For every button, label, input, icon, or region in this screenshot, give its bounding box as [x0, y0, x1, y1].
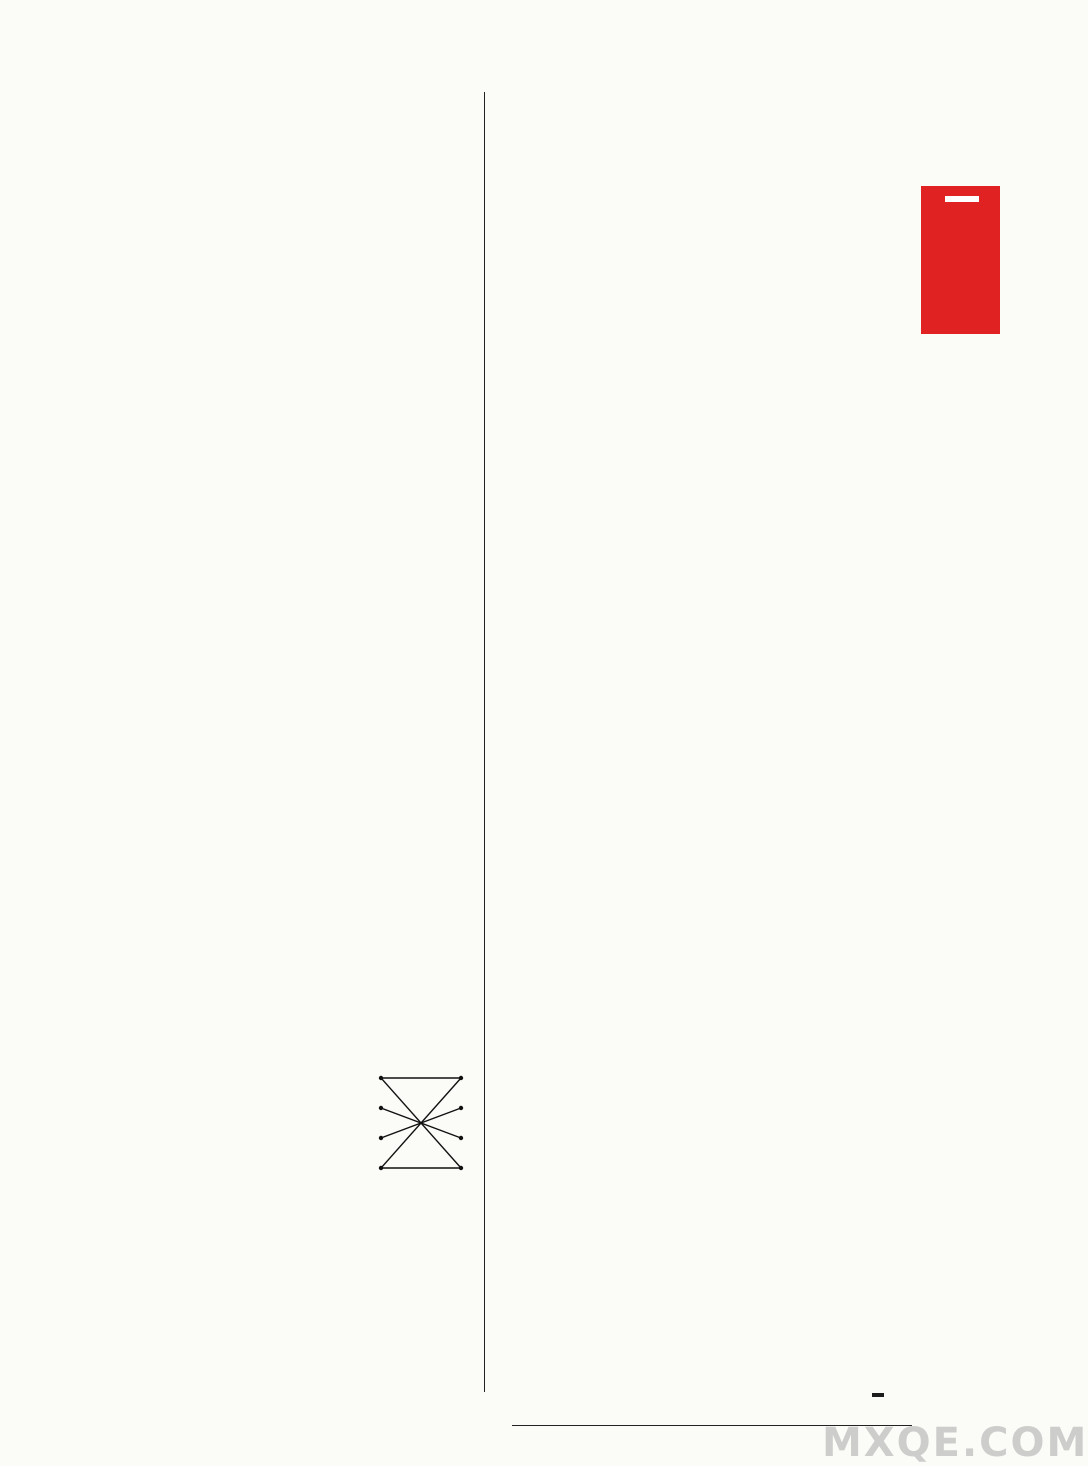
- right-column: [512, 78, 908, 82]
- figure-dot: [379, 1166, 383, 1170]
- page-number: [872, 1393, 884, 1397]
- figure-dot: [379, 1076, 383, 1080]
- figure-12-crossing-lines: [375, 1070, 471, 1220]
- figure-dot: [459, 1136, 463, 1140]
- figure-dot: [459, 1166, 463, 1170]
- footer: [620, 1398, 648, 1422]
- side-tab[interactable]: [921, 186, 1000, 334]
- figure-dot: [379, 1106, 383, 1110]
- figure-dot: [459, 1106, 463, 1110]
- figure-dot: [379, 1136, 383, 1140]
- side-tab-label: [945, 196, 979, 202]
- figure-dot: [459, 1076, 463, 1080]
- column-divider: [484, 92, 485, 1392]
- watermark-logo: MXQE.COM: [822, 1420, 1088, 1466]
